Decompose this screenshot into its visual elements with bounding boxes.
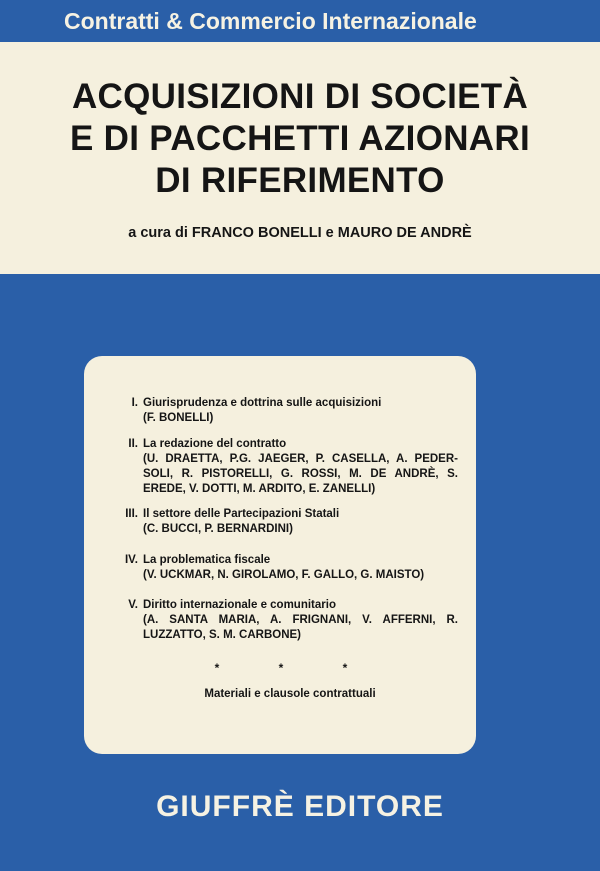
book-title-line: E DI PACCHETTI AZIONARI (70, 119, 530, 158)
toc-item-number: I. (131, 397, 138, 409)
toc-item-authors: (U. DRAETTA, P.G. JAEGER, P. CASELLA, A. PEDER-SOLI, R. PISTORELLI, G. ROSSI, M. DE ANDRÈ, S. EREDE, V. DOTTI, M. ARDITO, E. ZANELLI) (143, 453, 458, 495)
toc-item-authors: (F. BONELLI) (143, 412, 214, 424)
publisher-name: GIUFFRÈ EDITORE (156, 790, 444, 823)
toc-item (108, 396, 458, 426)
toc-item-authors: (A. SANTA MARIA, A. FRIGNANI, V. AFFERNI, R. LUZZATTO, S. M. CARBONE) (143, 614, 458, 641)
toc-item (108, 437, 458, 497)
section-separator: * * * (214, 661, 376, 675)
book-title (0, 76, 600, 202)
appendix-label: Materiali e clausole contrattuali (204, 688, 376, 700)
table-of-contents (84, 356, 476, 754)
toc-item-number: III. (125, 508, 138, 520)
toc-item (108, 553, 458, 583)
toc-item-heading: Giurisprudenza e dottrina sulle acquisizioni (143, 397, 382, 409)
book-title-line: DI RIFERIMENTO (155, 161, 445, 200)
toc-item-authors: (C. BUCCI, P. BERNARDINI) (143, 523, 293, 535)
toc-item-heading: Il settore delle Partecipazioni Statali (143, 508, 340, 520)
toc-item (108, 507, 458, 537)
series-title: Contratti & Commercio Internazionale (0, 0, 600, 42)
toc-item-heading: La redazione del contratto (143, 438, 287, 450)
toc-item-number: II. (128, 438, 138, 450)
editors-line: a cura di FRANCO BONELLI e MAURO DE ANDRÈ (128, 225, 472, 241)
toc-item-number: V. (128, 599, 138, 611)
toc-item (108, 598, 458, 643)
toc-item-authors: (V. UCKMAR, N. GIROLAMO, F. GALLO, G. MAISTO) (143, 569, 425, 581)
toc-item-heading: Diritto internazionale e comunitario (143, 599, 336, 611)
toc-item-heading: La problematica fiscale (143, 554, 271, 566)
title-panel (0, 42, 600, 274)
toc-item-number: IV. (124, 554, 138, 566)
book-title-line: ACQUISIZIONI DI SOCIETÀ (71, 77, 529, 116)
